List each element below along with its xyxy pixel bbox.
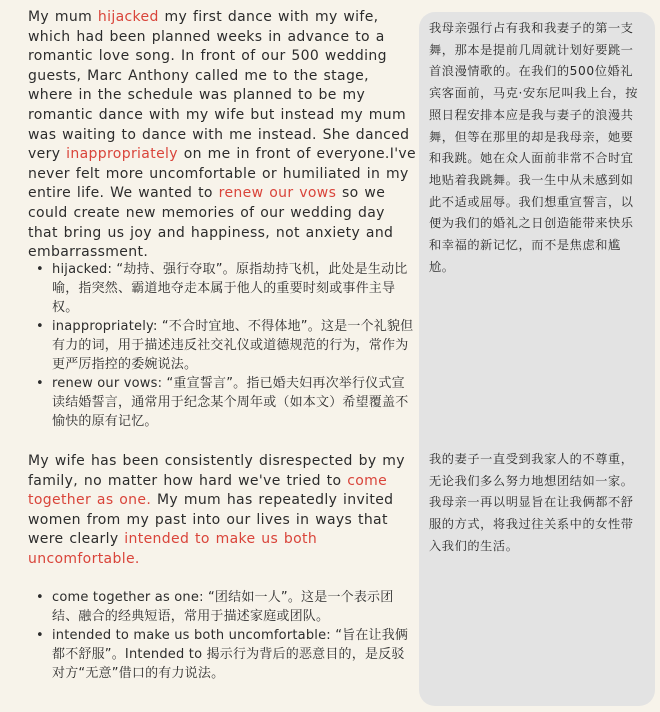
vocab-note: • come together as one: “团结如一人”。这是一个表示团结、融合的经典短语，常用于描述家庭或团队。: [52, 588, 416, 626]
vocab-note: • intended to make us both uncomfortable: “旨在让我俩都不舒服”。Intended to 揭示行为背后的恶意目的，是反驳对方“无意”借口的有力说法。: [52, 626, 416, 683]
keyword-renew-our-vows: renew our vows: [218, 185, 337, 202]
vocab-notes-2: [28, 588, 416, 683]
translation-1: 我母亲强行占有我和我妻子的第一支舞，那本是提前几周就计划好要跳一首浪漫情歌的。在我们的500位婚礼宾客面前，马克·安东尼叫我上台，按照日程安排本应是我与妻子的浪漫共舞，但等在那里的却是我母亲，她要和我跳。她在众人面前非常不合时宜地贴着我跳舞。我一生中从未感到如此不适或屈辱。我们想重宣誓言，以便为我们的婚礼之日创造能带来快乐和幸福的新记忆，而不是焦虑和尴尬。: [429, 21, 639, 274]
keyword-come-together-as-one: come together as one.: [28, 472, 388, 509]
para1-text: so we could create new memories of our wedding day that bring us joy and happiness, not anxiety and embarrassment.: [28, 185, 394, 261]
vocab-note: • inappropriately: “不合时宜地、不得体地”。这是一个礼貌但有力的词，用于描述违反社交礼仪或道德规范的行为，常作为更严厉指控的委婉说法。: [52, 317, 416, 374]
keyword-inappropriately: inappropriately: [66, 146, 178, 163]
vocab-notes-1: [28, 260, 416, 431]
paragraph-2: [28, 452, 416, 570]
paragraph-1: [28, 8, 416, 263]
vocab-note: • renew our vows: “重宣誓言”。指已婚夫妇再次举行仪式宣读结婚誓言，通常用于纪念某个周年或（如本文）希望覆盖不愉快的原有记忆。: [52, 374, 416, 431]
para1-text: on me in front of everyone.I've never felt more uncomfortable or humiliated in my entire life. We wanted to: [28, 146, 417, 202]
para2-text: My wife has been consistently disrespected by my family, no matter how hard we've tried to: [28, 453, 405, 489]
translation-2: 我的妻子一直受到我家人的不尊重，无论我们多么努力地想团结如一家。我母亲一再以明显旨在让我俩都不舒服的方式，将我过往关系中的女性带入我们的生活。: [429, 452, 634, 553]
para1-text: my first dance with my wife, which had been planned weeks in advance to a romantic love song. In front of our 500 wedding guests, Marc Anthony called me to the stage, where in the schedule was planned to be my romantic dance with my wife but instead my mum was waiting to dance with me instead. She danced very: [28, 9, 410, 163]
keyword-hijacked: hijacked: [97, 9, 159, 25]
translation-panel: [419, 12, 655, 706]
vocab-note: • hijacked: “劫持、强行夺取”。原指劫持飞机，此处是生动比喻，指突然、霸道地夺走本属于他人的重要时刻或事件主导权。: [52, 260, 416, 317]
para2-text: My mum has repeatedly invited women from my past into our lives in ways that were clearly: [28, 492, 394, 548]
keyword-intended-to-make-us-both-uncomfortable: intended to make us both uncomfortable.: [28, 531, 318, 567]
para1-text: My mum: [28, 9, 98, 25]
